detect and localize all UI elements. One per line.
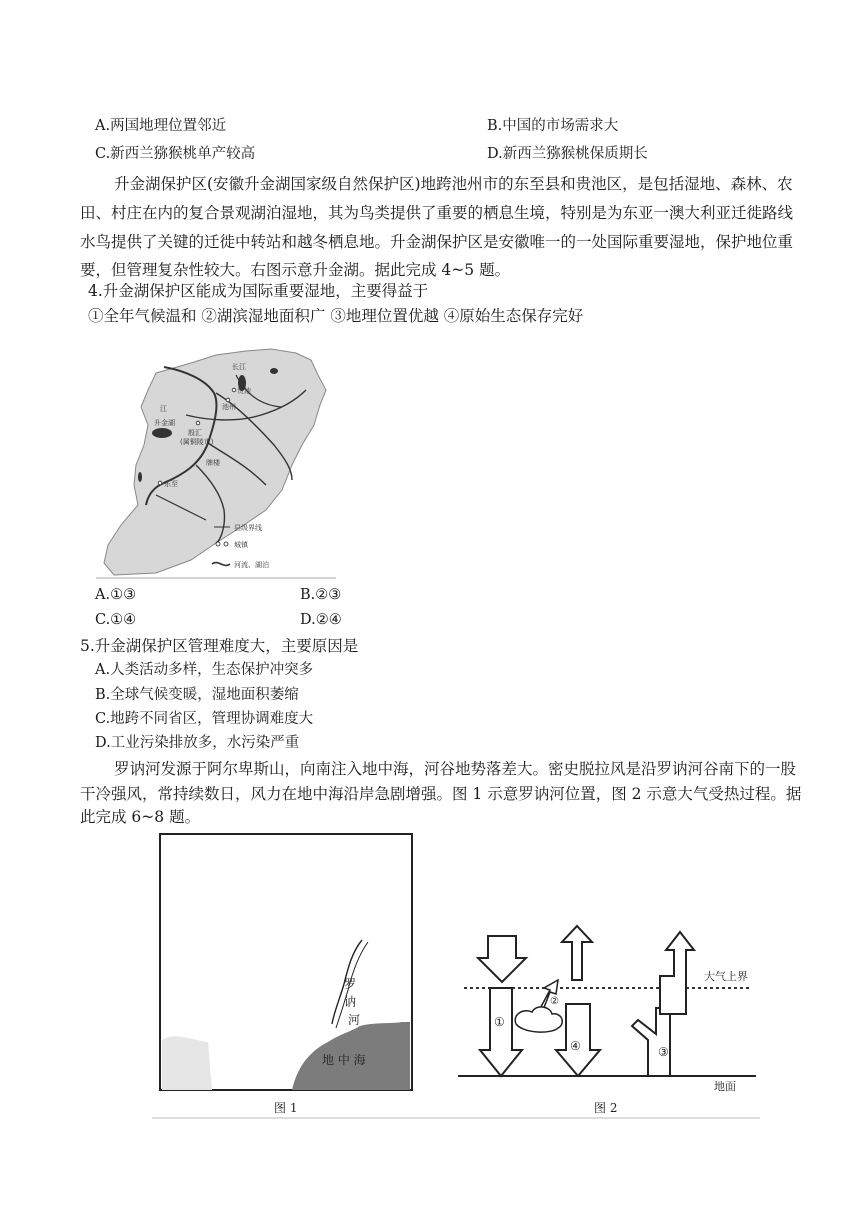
- town-marker-chizhou: [226, 398, 230, 402]
- town-label-chizhou: 池州: [222, 403, 236, 411]
- town-label-dongzhi: 东至: [164, 480, 178, 488]
- q4-option-a: A.①③: [95, 587, 137, 603]
- arrow-3-atmospheric: [632, 1008, 670, 1076]
- fig1-caption: 图 1: [274, 1101, 298, 1115]
- legend-town-label: 城镇: [234, 541, 248, 549]
- q3-option-c: C.新西兰猕猴桃单产较高: [95, 146, 256, 162]
- town-marker-dongzhi: [158, 481, 162, 485]
- q5-option-c: C.地跨不同省区，管理协调难度大: [95, 711, 314, 727]
- arrow-1-shaft: [480, 988, 522, 1076]
- passage1-line1: 升金湖保护区(安徽升金湖国家级自然保护区)地跨池州市的东至县和贵池区，是包括湿地、森林、农: [114, 175, 793, 193]
- q4-option-c: C.①④: [95, 612, 137, 628]
- small-lake-3: [138, 472, 142, 482]
- fig1-river-char-3: 河: [348, 1013, 361, 1027]
- town-label-guichi: 贵池: [237, 387, 251, 395]
- q4-option-b: B.②③: [300, 587, 342, 603]
- passage1-line3: 水鸟提供了关键的迁徙中转站和越冬栖息地。升金湖保护区是安徽唯一的一处国际重要湿地，保护地位重: [80, 233, 794, 251]
- rhone-figures: [152, 828, 760, 1120]
- river-label-jiang: 江: [160, 405, 167, 413]
- legend-town-marker-2: [224, 542, 228, 546]
- fig2-arrow3-label: ③: [658, 1045, 669, 1059]
- q5-stem: 5.升金湖保护区管理难度大，主要原因是: [80, 637, 359, 655]
- q5-option-b: B.全球气候变暖，湿地面积萎缩: [95, 687, 299, 703]
- fig2-top-label: 大气上界: [704, 970, 748, 983]
- town-marker-yinhui: [196, 421, 200, 425]
- q5-option-a: A.人类活动多样，生态保护冲突多: [95, 662, 314, 678]
- town-label-pailou: 牌楼: [206, 459, 220, 467]
- cloud: [515, 1007, 562, 1032]
- q3-option-d: D.新西兰猕猴桃保质期长: [487, 146, 648, 162]
- passage1-line2: 田、村庄在内的复合景观湖泊湿地，其为鸟类提供了重要的栖息生境，特别是为东亚一澳大利亚迁徙路线: [80, 204, 794, 222]
- fig2-arrow1-label: ①: [494, 1015, 505, 1029]
- fig2-arrow4-label: ④: [570, 1039, 581, 1053]
- passage1-line4: 要，但管理复杂性较大。右图示意升金湖。据此完成 4~5 题。: [80, 261, 511, 279]
- town-label-shequ: (属铜陵市): [180, 438, 214, 446]
- figure-1-rhone-map: [160, 834, 412, 1115]
- arrow-1-solar-radiation: [478, 936, 526, 982]
- river-label-changjiang: 长江: [232, 363, 246, 371]
- arrow-4-upward: [562, 926, 592, 980]
- town-marker-guichi: [232, 388, 236, 392]
- small-lake-2: [270, 368, 278, 374]
- q4-stem: 4.升金湖保护区能成为国际重要湿地，主要得益于: [88, 282, 429, 300]
- passage2-line3: 此完成 6~8 题。: [80, 808, 201, 826]
- town-label-yinhui: 殷汇: [188, 429, 202, 437]
- q3-option-a: A.两国地理位置邻近: [95, 118, 227, 134]
- legend-boundary-label: 县级界线: [234, 524, 262, 532]
- q4-option-d: D.②④: [300, 612, 342, 628]
- lake-label: 升金湖: [154, 419, 175, 427]
- fig2-caption: 图 2: [594, 1101, 618, 1115]
- figure-2-atmosphere-heating: [458, 926, 756, 1115]
- fig1-sea-label: 地 中 海: [322, 1053, 366, 1067]
- passage2-line2: 干冷强风，常持续数日，风力在地中海沿岸急剧增强。图 1 示意罗讷河位置，图 2 示意大气受热过程。据: [80, 785, 802, 803]
- q5-option-d: D.工业污染排放多，水污染严重: [95, 735, 300, 751]
- q4-items: ①全年气候温和 ②湖滨湿地面积广 ③地理位置优越 ④原始生态保存完好: [88, 307, 584, 325]
- legend-town-marker: [216, 542, 220, 546]
- fig2-ground-label: 地面: [714, 1080, 736, 1093]
- arrow-3-up-shaft: [660, 932, 694, 1014]
- shengjin-lake-map: [96, 345, 336, 580]
- q3-option-b: B.中国的市场需求大: [487, 118, 619, 134]
- fig1-land-left: [162, 1037, 212, 1090]
- fig2-arrow2-label: ②: [550, 996, 559, 1007]
- fig1-river-char-2: 讷: [344, 995, 357, 1009]
- shengjin-lake-shape: [152, 428, 172, 438]
- legend-river-label: 河流、湖泊: [234, 561, 269, 569]
- passage2-line1: 罗讷河发源于阿尔卑斯山，向南注入地中海，河谷地势落差大。密史脱拉风是沿罗讷河谷南下的一股: [114, 760, 797, 778]
- fig1-river-char-1: 罗: [344, 977, 357, 991]
